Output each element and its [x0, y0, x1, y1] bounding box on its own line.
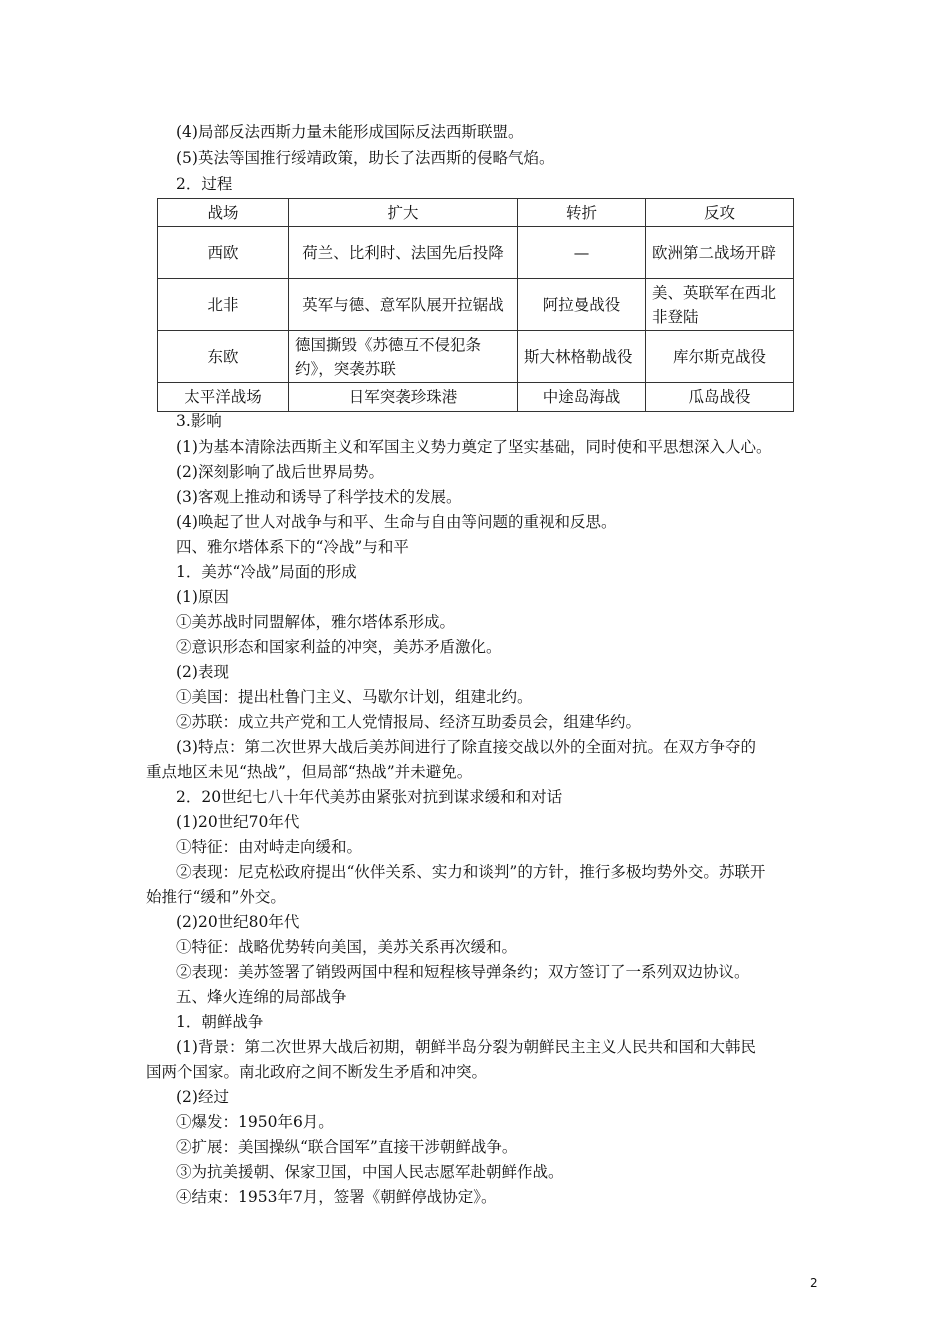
text-line: ①美国：提出杜鲁门主义、马歇尔计划，组建北约。	[176, 688, 533, 706]
table-header-cell: 转折	[518, 199, 646, 227]
text-line: ③为抗美援朝、保家卫国，中国人民志愿军赴朝鲜作战。	[176, 1163, 564, 1181]
subsection-heading: 2．20世纪七八十年代美苏由紧张对抗到谋求缓和和对话	[176, 788, 563, 806]
page-number: 2	[810, 1276, 818, 1290]
table-cell: 瓜岛战役	[646, 383, 794, 412]
text-line: ②扩展：美国操纵“联合国军”直接干涉朝鲜战争。	[176, 1138, 518, 1156]
text-line: (3)特点：第二次世界大战后美苏间进行了除直接交战以外的全面对抗。在双方争夺的	[176, 738, 756, 756]
text-line: ①美苏战时同盟解体，雅尔塔体系形成。	[176, 613, 456, 631]
text-line: 重点地区未见“热战”，但局部“热战”并未避免。	[146, 763, 473, 781]
text-line: ②表现：尼克松政府提出“伙伴关系、实力和谈判”的方针，推行多极均势外交。苏联开	[176, 863, 766, 881]
table-cell: 德国撕毁《苏德互不侵犯条约》，突袭苏联	[289, 331, 518, 383]
table-cell: 荷兰、比利时、法国先后投降	[289, 227, 518, 279]
table-cell: 太平洋战场	[158, 383, 289, 412]
table-cell: 中途岛海战	[518, 383, 646, 412]
text-line: ①爆发：1950年6月。	[176, 1113, 334, 1131]
table-cell: —	[518, 227, 646, 279]
text-line: (5)英法等国推行绥靖政策，助长了法西斯的侵略气焰。	[176, 149, 555, 167]
text-line: 国两个国家。南北政府之间不断发生矛盾和冲突。	[146, 1063, 488, 1081]
text-line: (4)局部反法西斯力量未能形成国际反法西斯联盟。	[176, 123, 524, 141]
table-row	[158, 383, 794, 412]
text-line: (2)20世纪80年代	[176, 913, 300, 931]
text-line: ②表现：美苏签署了销毁两国中程和短程核导弹条约；双方签订了一系列双边协议。	[176, 963, 750, 981]
section-heading: 3.影响	[176, 412, 222, 430]
table-cell: 库尔斯克战役	[646, 331, 794, 383]
table-cell: 西欧	[158, 227, 289, 279]
text-line: (2)经过	[176, 1088, 229, 1106]
text-line: (1)20世纪70年代	[176, 813, 300, 831]
text-line: ④结束：1953年7月，签署《朝鲜停战协定》。	[176, 1188, 497, 1206]
table-row	[158, 227, 794, 279]
table-cell: 斯大林格勒战役	[518, 331, 646, 383]
text-line: ②苏联：成立共产党和工人党情报局、经济互助委员会，组建华约。	[176, 713, 642, 731]
table-cell: 阿拉曼战役	[518, 279, 646, 331]
text-line: 始推行“缓和”外交。	[146, 888, 286, 906]
text-line: ②意识形态和国家利益的冲突，美苏矛盾激化。	[176, 638, 502, 656]
table-header-row	[158, 199, 794, 227]
subsection-heading: 1．朝鲜战争	[176, 1013, 264, 1031]
text-line: ①特征：由对峙走向缓和。	[176, 838, 363, 856]
text-line: (1)为基本清除法西斯主义和军国主义势力奠定了坚实基础，同时使和平思想深入人心。	[176, 438, 772, 456]
table-row	[158, 279, 794, 331]
table-cell: 北非	[158, 279, 289, 331]
war-process-table	[157, 198, 794, 412]
text-line: (3)客观上推动和诱导了科学技术的发展。	[176, 488, 462, 506]
text-line: (2)深刻影响了战后世界局势。	[176, 463, 384, 481]
table-header-cell: 反攻	[646, 199, 794, 227]
table-cell: 英军与德、意军队展开拉锯战	[289, 279, 518, 331]
table-cell: 美、英联军在西北非登陆	[646, 279, 794, 331]
section-heading: 四、雅尔塔体系下的“冷战”与和平	[176, 538, 409, 556]
table-cell: 欧洲第二战场开辟	[646, 227, 794, 279]
section-heading: 五、烽火连绵的局部战争	[176, 988, 347, 1006]
section-heading: 2．过程	[176, 175, 233, 193]
subsection-heading: 1．美苏“冷战”局面的形成	[176, 563, 357, 581]
text-line: (1)原因	[176, 588, 229, 606]
table-row	[158, 331, 794, 383]
table-header-cell: 战场	[158, 199, 289, 227]
table-header-cell: 扩大	[289, 199, 518, 227]
table-cell: 东欧	[158, 331, 289, 383]
table-cell: 日军突袭珍珠港	[289, 383, 518, 412]
text-line: (1)背景：第二次世界大战后初期，朝鲜半岛分裂为朝鲜民主主义人民共和国和大韩民	[176, 1038, 756, 1056]
text-line: (4)唤起了世人对战争与和平、生命与自由等问题的重视和反思。	[176, 513, 617, 531]
text-line: ①特征：战略优势转向美国，美苏关系再次缓和。	[176, 938, 518, 956]
text-line: (2)表现	[176, 663, 229, 681]
